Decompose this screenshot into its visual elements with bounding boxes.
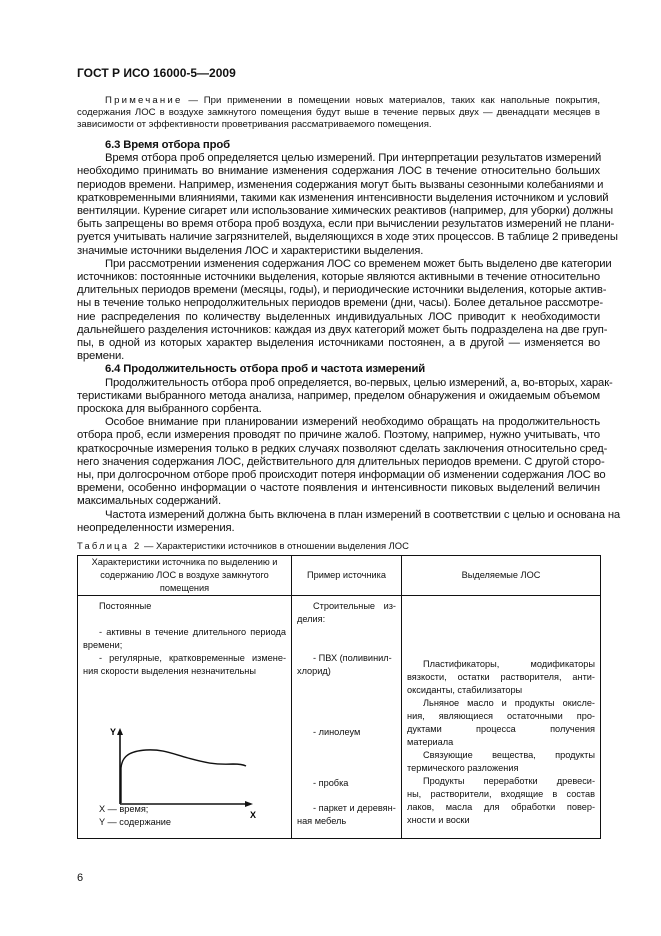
cell-line: ния, являющиеся остаточными про- xyxy=(407,711,595,721)
category-title: Постоянные xyxy=(99,601,152,611)
body-line: длительных периодов времени (месяцы, годы), и периодические источники выделения, которые актив- xyxy=(77,284,607,297)
cell-line: материала xyxy=(407,737,454,747)
cell-line: Льняное масло и продукты окисле- xyxy=(423,698,595,708)
body-line: периодов времени. Например, изменения содержания могут быть вызваны сезонными колебаниями и xyxy=(77,178,604,191)
cell-line: - паркет и деревян- xyxy=(313,803,396,813)
cell-line: - пробка xyxy=(313,778,349,788)
body-line: неопределенности измерения. xyxy=(77,521,235,534)
body-line: быть запрещены во время отбора проб воздуха, если при вычислении результатов измерений не плани- xyxy=(77,218,615,231)
emission-curve xyxy=(121,750,246,803)
cell-line: ная мебель xyxy=(297,816,347,826)
body-text xyxy=(77,139,621,535)
cell-line: делия: xyxy=(297,614,326,624)
body-line: ны в течение только непродолжительных периодов времени (дни, часы). Более детальное рассмотре- xyxy=(77,297,603,310)
legend-x: X — время; xyxy=(99,804,149,814)
cell-line: - активны в течение длительного периода xyxy=(99,627,286,637)
cell-line: Продукты переработки древеси- xyxy=(423,776,595,786)
table-row xyxy=(78,596,601,839)
section-heading: 6.4 Продолжительность отбора проб и частота измерений xyxy=(105,363,426,376)
chart-legend xyxy=(99,803,171,829)
body-line: времени. xyxy=(77,350,125,363)
emitted-voc-cell xyxy=(402,596,601,839)
characteristics-cell xyxy=(78,596,292,839)
cell-line: Пластификаторы, модификаторы xyxy=(423,659,595,669)
y-axis-label: Y xyxy=(110,727,117,737)
column-header: Характеристики источника по выделению и содержанию ЛОС в воздухе замкнутого помещения xyxy=(78,556,292,596)
cell-line: хлорид) xyxy=(297,666,331,676)
body-line: необходимо принимать во внимание изменения содержания ЛОС в течение относительно больших xyxy=(77,165,600,178)
column-header: Пример источника xyxy=(292,556,402,596)
sources-table xyxy=(77,555,601,839)
cell-line: ния скорости выделения незначительны xyxy=(83,666,256,676)
cell-line: Строительные из- xyxy=(313,601,396,611)
body-line: ны, при долгосрочном отборе проб происходит потеря информации об изменении содержания ЛОС во xyxy=(77,469,606,482)
body-line: максимальных содержаний. xyxy=(77,495,221,508)
cell-line: термического разложения xyxy=(407,763,519,773)
page-number: 6 xyxy=(77,872,84,884)
cell-line: оксиданты, стабилизаторы xyxy=(407,685,523,695)
body-line: Особое внимание при планировании измерений необходимо обращать на продолжительность xyxy=(105,416,600,429)
cell-line: - регулярные, кратковременные измене- xyxy=(99,653,286,663)
body-line: кратковременными влияниями, такими как изменения интенсивности выделения источником и условий xyxy=(77,191,609,204)
cell-line: Связующие вещества, продукты xyxy=(423,750,595,760)
examples-cell xyxy=(292,596,402,839)
body-line: Время отбора проб определяется целью измерений. При интерпретации результатов измерений xyxy=(105,152,602,165)
x-axis-arrow xyxy=(245,801,253,807)
cell-line: ны, растворители, входящие в состав xyxy=(407,789,595,799)
note-line: зависимости от эффективности проветривания рассматриваемого помещения. xyxy=(77,119,432,131)
note-line: содержания ЛОС в воздухе замкнутого помещения будут выше в течение первых двух — двенадцати месяцев в xyxy=(77,107,600,119)
table-header-row xyxy=(78,556,601,596)
body-line: краткосрочные измерения только в редких случаях позволяют сделать заключения относительно сред- xyxy=(77,442,608,455)
note-label: Примечание xyxy=(105,95,183,106)
body-line: времени, особенно информации о частоте появления и интенсивности пиковых выделений величин xyxy=(77,482,600,495)
x-axis-label: X xyxy=(250,810,257,820)
cell-line: времени; xyxy=(83,640,123,650)
table-caption xyxy=(77,540,409,551)
body-line: ние распределения по количеству выделенных индивидуальных ЛОС приводит к необходимости xyxy=(77,310,600,323)
y-axis-arrow xyxy=(117,728,123,735)
cell-line: - ПВХ (поливинил- xyxy=(313,653,392,663)
table-caption-label: Таблица 2 xyxy=(77,540,142,551)
table-caption-text: — Характеристики источников в отношении выделения ЛОС xyxy=(144,540,409,551)
cell-line: вязкости, остатки растворителя, анти- xyxy=(407,672,595,682)
column-header: Выделяемые ЛОС xyxy=(402,556,601,596)
body-line: Продолжительность отбора проб определяется, во-первых, целью измерений, а, во-вторых, харак- xyxy=(105,376,613,389)
document-header: ГОСТ Р ИСО 16000-5—2009 xyxy=(77,66,236,80)
note xyxy=(77,95,600,132)
cell-line: - линолеум xyxy=(313,727,361,737)
body-line: отбора проб, если измерения проводят по причине жалоб. Поэтому, например, нужно учитывать, что xyxy=(77,429,600,442)
cell-line: дуктами процесса получения xyxy=(407,724,595,734)
body-line: вентиляции. Курение сигарет или использование химических реактивов (например, для уборки) должны xyxy=(77,205,613,218)
note-text: — При применении в помещении новых материалов, таких как напольные покрытия, xyxy=(188,95,601,106)
body-line: источников: постоянные источники выделения, которые являются активными в течение относительно xyxy=(77,271,600,284)
body-line: него значения содержания ЛОС, действительного для длительных периодов времени. С другой сторо- xyxy=(77,455,605,468)
cell-line: хности и воски xyxy=(407,815,470,825)
body-line: теристиками выбранного метода анализа, например, пределом обнаружения и ожидаемым объемом xyxy=(77,389,600,402)
body-line: Частота измерений должна быть включена в план измерений в соответствии с целью и основана на xyxy=(105,508,621,521)
body-line: При рассмотрении изменения содержания ЛОС со временем может быть выделено две категории xyxy=(105,257,612,270)
note-line xyxy=(77,95,600,107)
body-line: проскока для выбранного сорбента. xyxy=(77,403,262,416)
legend-y: Y — содержание xyxy=(99,817,172,827)
section-heading: 6.3 Время отбора проб xyxy=(105,139,230,151)
body-line: значимые источники выделения ЛОС и характеристики выделения. xyxy=(77,244,424,257)
body-line: дальнейшего разделения источников: каждая из двух категорий может быть подразделена на две груп- xyxy=(77,323,608,336)
body-line: руется учитывать наличие загрязнителей, выделяющихся в ходе этих процессов. В таблице 2 приведены xyxy=(77,231,618,244)
body-line: пы, в одной из которых характер выделения источниками постоянен, а в другой — изменяется во xyxy=(77,337,600,350)
cell-line: лаков, масла для обработки повер- xyxy=(407,802,595,812)
